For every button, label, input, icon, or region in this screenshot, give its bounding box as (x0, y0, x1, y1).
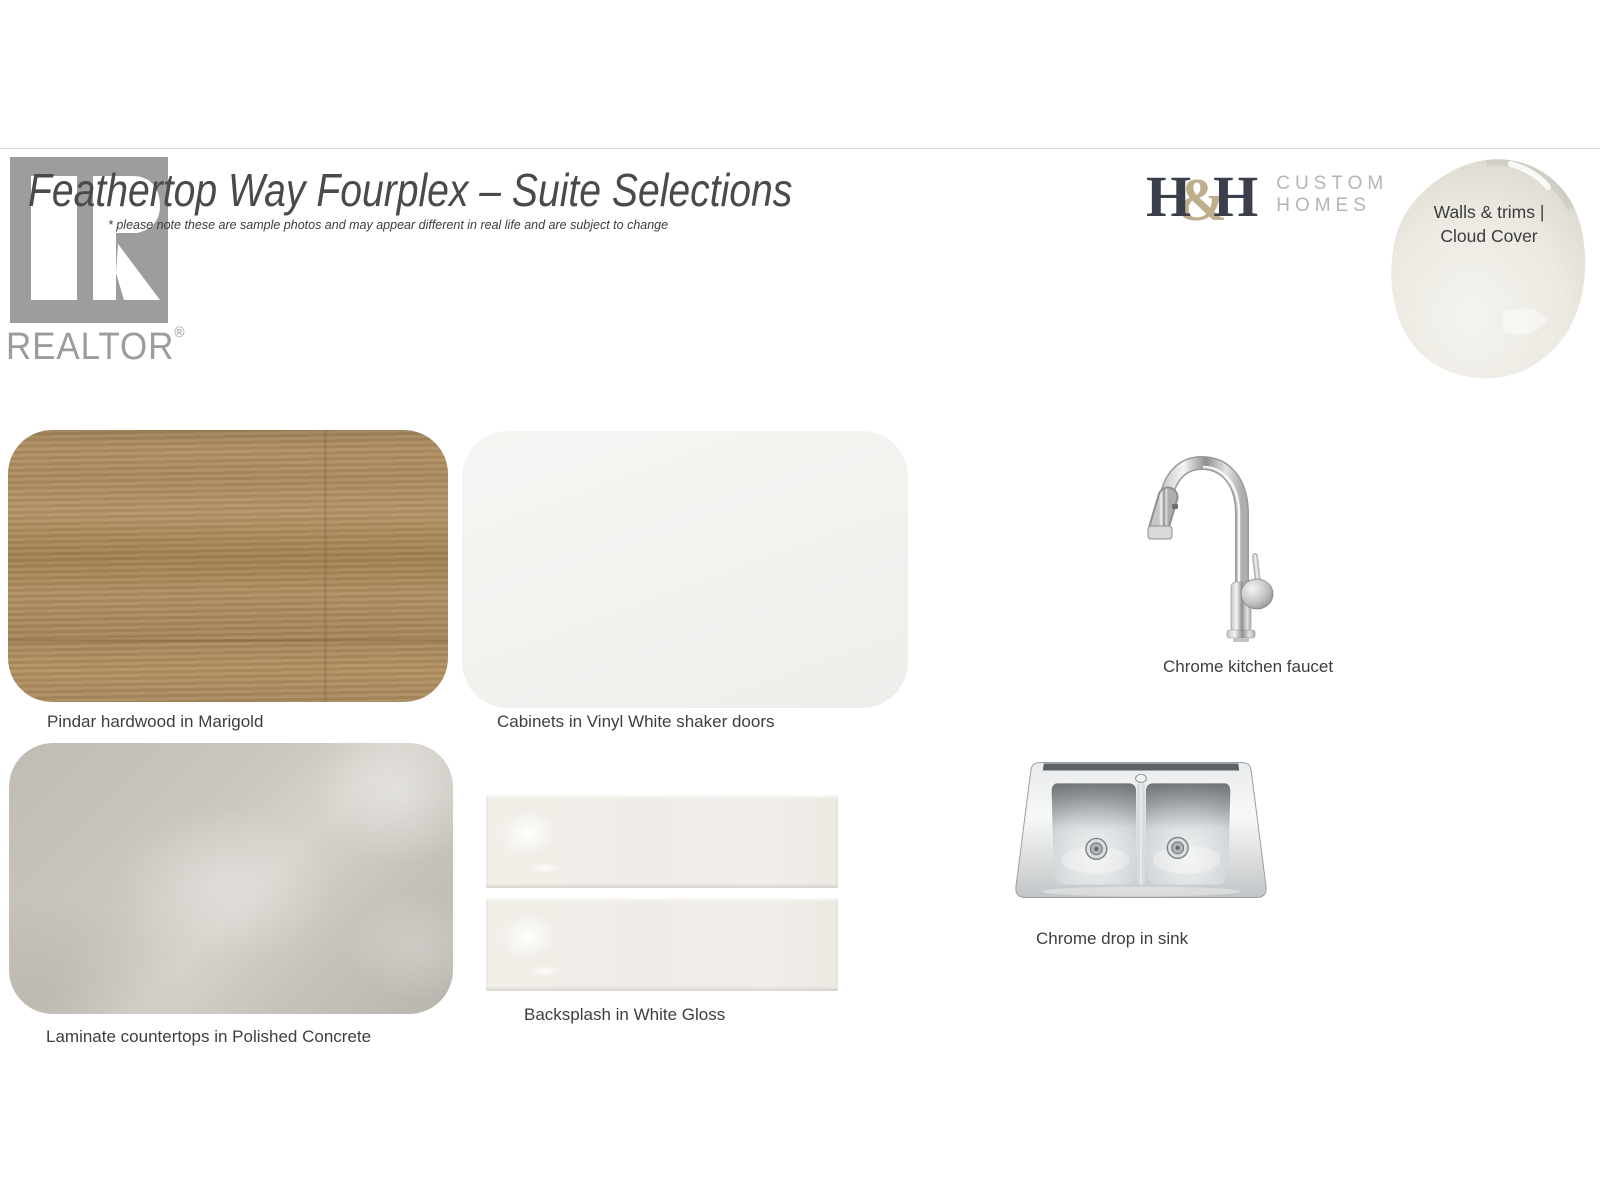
realtor-wordmark (6, 324, 185, 369)
right-drain-icon (1167, 837, 1188, 858)
chrome-faucet-icon (1145, 442, 1275, 644)
countertop-sample-image (9, 743, 453, 1014)
header-divider (0, 148, 1600, 149)
builder-logo-words (1276, 168, 1388, 217)
cabinets-sample-image (462, 431, 908, 708)
builder-logo (1146, 164, 1389, 233)
paint-blob-icon (1383, 152, 1595, 384)
backsplash-tile (486, 898, 838, 991)
hardwood-label: Pindar hardwood in Marigold (47, 712, 264, 731)
sink-image (1012, 756, 1270, 911)
backsplash-label: Backsplash in White Gloss (524, 1005, 726, 1024)
double-bowl-sink-icon (1012, 756, 1270, 906)
faucet-label: Chrome kitchen faucet (1163, 657, 1334, 676)
builder-logo-custom: CUSTOM (1276, 173, 1389, 194)
faucet-image (1145, 442, 1275, 649)
page-title: Feathertop Way Fourplex – Suite Selections (28, 164, 793, 216)
realtor-wordmark-text: REALTOR (6, 326, 175, 368)
registered-symbol: ® (174, 324, 186, 341)
builder-logo-ampersand: & (1177, 167, 1228, 233)
backsplash-tiles-image (486, 795, 838, 988)
paint-swatch-label-line1: Walls & trims | (1433, 202, 1545, 222)
backsplash-tile (486, 795, 838, 888)
cabinets-label: Cabinets in Vinyl White shaker doors (497, 712, 775, 731)
countertop-label: Laminate countertops in Polished Concrete (46, 1027, 372, 1046)
page-disclaimer: * please note these are sample photos and may appear different in real life and are subject to change (108, 218, 669, 232)
left-drain-icon (1086, 838, 1107, 859)
builder-logo-h-right: H (1213, 164, 1259, 229)
paint-swatch (1383, 152, 1595, 389)
hardwood-sample-image (8, 430, 448, 702)
builder-logo-homes: HOMES (1276, 194, 1371, 216)
builder-logo-h-left: H (1146, 164, 1192, 229)
paint-swatch-label-line2: Cloud Cover (1440, 226, 1538, 246)
sink-label: Chrome drop in sink (1036, 929, 1189, 948)
